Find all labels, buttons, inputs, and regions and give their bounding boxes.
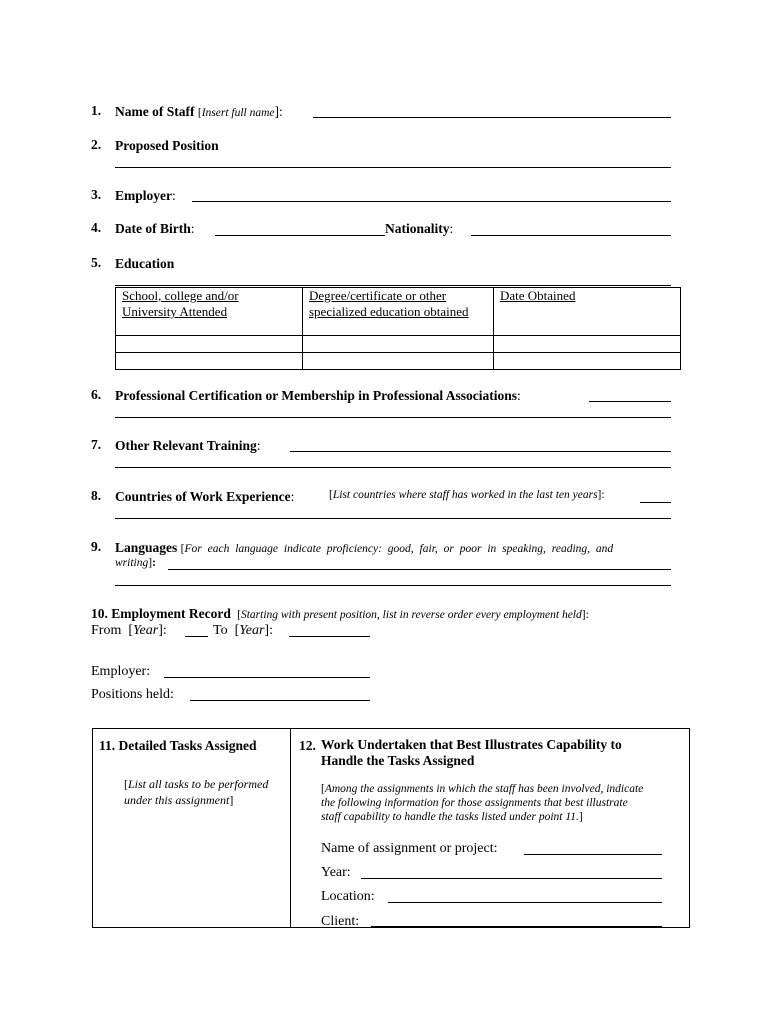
hint-text: Starting with present position, list in reverse order every employment held (240, 609, 582, 621)
header-text: Date Obtained (500, 288, 576, 303)
countries-label (115, 488, 294, 505)
nationality-label (385, 220, 453, 237)
header-text: School, college and/or (122, 288, 239, 303)
hint-text: List all tasks to be performed (128, 777, 269, 791)
work-undertaken-title (321, 737, 622, 769)
training-field-line2[interactable] (115, 467, 671, 468)
date-of-birth-label (115, 220, 195, 237)
languages-label: Languages [For each language indicate proficiency: good, fair, or poor in speaking, reading, and (115, 540, 614, 555)
hint-text: under this assignment (124, 793, 230, 807)
table-cell[interactable] (303, 353, 494, 370)
table-header-row (116, 288, 681, 336)
to-label: To (213, 623, 228, 638)
item-number: 5. (91, 255, 102, 270)
item-number: 4. (91, 220, 102, 235)
name-of-staff-field[interactable] (313, 117, 671, 118)
suffix: : (256, 438, 261, 453)
table-cell[interactable] (116, 336, 303, 353)
label-text: Employment Record (111, 606, 231, 621)
client-label: Client: (321, 914, 360, 929)
from-year-field[interactable] (185, 636, 208, 637)
hint-text: Among the assignments in which the staff has been involved, indicate (324, 783, 644, 795)
positions-held-field[interactable] (190, 700, 370, 701)
employer-record-field[interactable] (164, 677, 370, 678)
header-text: University Attended (122, 304, 228, 319)
label-text: Nationality (385, 221, 450, 236)
location-label: Location: (321, 889, 375, 904)
item-number: 3. (91, 187, 102, 202)
table-cell[interactable] (303, 336, 494, 353)
work-undertaken-hint: [Among the assignments in which the staff has been involved, indicate the following information for those assignments that best illustrate staff capability to handle the tasks listed under point 11.] (321, 782, 684, 824)
year-label: Year: (321, 865, 351, 880)
suffix: ]: (274, 104, 283, 119)
training-label (115, 437, 261, 454)
hint-text: Insert full name (201, 107, 275, 119)
year-field[interactable] (361, 878, 662, 879)
to-year-field[interactable] (289, 636, 370, 637)
training-field[interactable] (290, 451, 671, 452)
item-number: 8. (91, 488, 102, 503)
table-row (116, 353, 681, 370)
table-header-cell (494, 288, 681, 336)
detailed-tasks-title: 11. Detailed Tasks Assigned (99, 738, 257, 753)
label-text: Countries of Work Experience (115, 489, 291, 504)
from-label: From (91, 623, 122, 638)
table-cell[interactable] (494, 336, 681, 353)
name-of-staff-label: Name of Staff [Insert full name]: (115, 104, 283, 119)
languages-hint-cont: writing]: (115, 557, 156, 569)
item-number: 7. (91, 437, 102, 452)
label-text: Employer (115, 188, 172, 203)
item-number: 1. (91, 103, 102, 118)
employment-record-label: 10. Employment Record [Starting with present position, list in reverse order every employment held]: (91, 606, 589, 621)
education-label: Education (115, 256, 175, 271)
positions-held-label: Positions held: (91, 687, 174, 702)
assignment-field[interactable] (524, 854, 662, 855)
hint-text: staff capability to handle the tasks listed under point 11. (321, 811, 579, 823)
hint-text: writing (115, 557, 149, 569)
label-text: Languages (115, 540, 178, 555)
column-divider (290, 729, 291, 927)
label-text: Date of Birth (115, 221, 191, 236)
table-row (116, 336, 681, 353)
suffix: : (449, 221, 454, 236)
employer-label (115, 187, 176, 204)
item-number: 2. (91, 137, 102, 152)
year-placeholder: Year (239, 623, 265, 638)
proposed-position-field[interactable] (115, 167, 671, 168)
item-number: 9. (91, 539, 102, 554)
title-line: Handle the Tasks Assigned (321, 753, 475, 768)
header-text: specialized education obtained (309, 304, 469, 319)
languages-field-line2[interactable] (115, 585, 671, 586)
label-text: Name of Staff (115, 104, 195, 119)
title-line: Work Undertaken that Best Illustrates Capability to (321, 737, 622, 752)
table-cell[interactable] (494, 353, 681, 370)
suffix: : (190, 221, 195, 236)
work-undertaken-number: 12. (299, 738, 316, 753)
hint-text: For each language indicate proficiency: good, fair, or poor in speaking, reading, and (184, 543, 614, 555)
certification-field-line2[interactable] (115, 417, 671, 418)
countries-field-line2[interactable] (115, 518, 671, 519)
nationality-field[interactable] (471, 235, 671, 236)
item-number: 10. (91, 606, 108, 621)
proposed-position-label: Proposed Position (115, 138, 219, 153)
from-to-row: From [Year]: (91, 623, 167, 638)
header-text: Degree/certificate or other (309, 288, 447, 303)
suffix: : (290, 489, 295, 504)
assignment-label: Name of assignment or project: (321, 841, 498, 856)
year-placeholder: Year (133, 623, 159, 638)
hint-text: List countries where staff has worked in the last ten years (332, 489, 598, 501)
countries-field[interactable] (640, 502, 671, 503)
employer-field[interactable] (192, 201, 671, 202)
table-header-cell (303, 288, 494, 336)
location-field[interactable] (388, 902, 662, 903)
education-table (115, 287, 681, 370)
tasks-box (92, 728, 690, 928)
date-of-birth-field[interactable] (215, 235, 385, 236)
suffix: : (516, 388, 521, 403)
certification-label (115, 387, 521, 404)
languages-field[interactable] (168, 569, 671, 570)
to-label-row: To [Year]: (213, 623, 273, 638)
employer-record-label: Employer: (91, 664, 151, 679)
education-rule (115, 285, 671, 286)
label-text: Other Relevant Training (115, 438, 257, 453)
detailed-tasks-hint: [List all tasks to be performed under this assignment] (124, 777, 269, 807)
table-header-cell (116, 288, 303, 336)
client-field[interactable] (371, 926, 662, 927)
hint-text: the following information for those assignments that best illustrate (321, 797, 628, 809)
certification-field[interactable] (589, 401, 671, 402)
item-number: 6. (91, 387, 102, 402)
table-cell[interactable] (116, 353, 303, 370)
label-text: Professional Certification or Membership in Professional Associations (115, 388, 517, 403)
countries-hint: [List countries where staff has worked in the last ten years]: (329, 489, 605, 501)
suffix: : (172, 188, 176, 203)
